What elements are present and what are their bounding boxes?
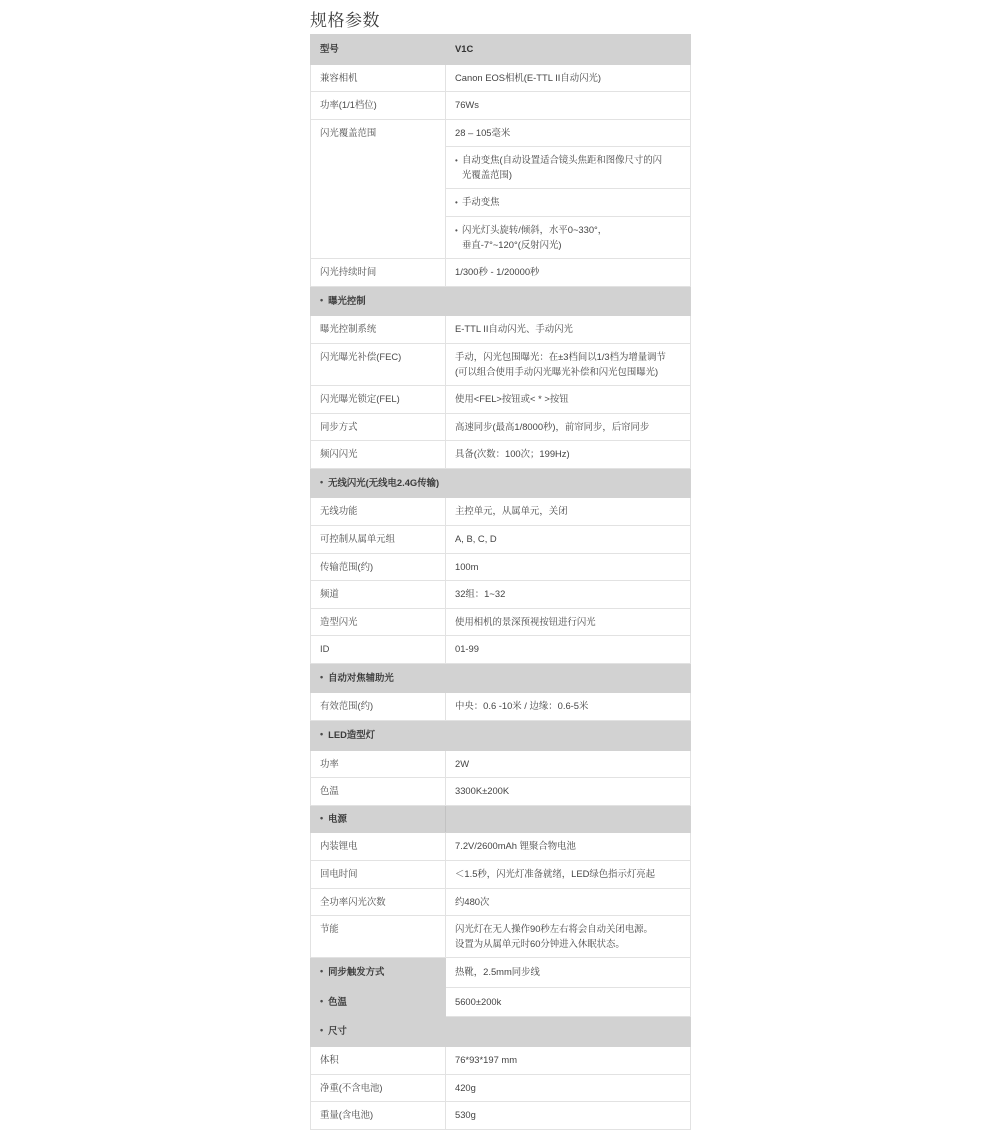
section-header-label [311,286,691,316]
spec-value-cell [446,343,691,385]
section-header-label [311,721,691,751]
section-header-row [311,286,691,316]
spec-row [311,778,691,806]
spec-value-cell: 高速同步(最高1/8000秒)，前帘同步，后帘同步 [446,413,691,441]
section-header-row [311,805,691,833]
spec-row [311,958,691,988]
spec-row [311,916,691,958]
spec-label-cell: 频闪闪光 [311,441,446,469]
spec-value-cell: 28 – 105毫米 [446,119,691,147]
spec-value-line: 垂直-7°~120°(反射闪光) [462,238,562,250]
bullet-icon: • [320,1025,324,1036]
section-label-text: LED造型灯 [328,729,376,741]
spec-row [311,860,691,888]
spec-value-cell: 32组：1~32 [446,581,691,609]
spec-label-text: 色温 [328,995,347,1007]
section-label-text: 自动对焦辅助光 [328,671,394,683]
spec-row [311,316,691,344]
bullet-icon: • [320,294,324,305]
spec-label-cell: 回电时间 [311,860,446,888]
spec-label-cell: 闪光曝光补偿(FEC) [311,343,446,385]
spec-label-cell: 传输范围(约) [311,553,446,581]
spec-value-cell: Canon EOS相机(E-TTL II自动闪光) [446,64,691,92]
bullet-icon: • [320,671,324,682]
section-header-row [311,663,691,693]
spec-value-cell: 7.2V/2600mAh 锂聚合物电池 [446,833,691,861]
spec-label-cell: 功率(1/1档位) [311,92,446,120]
spec-label-cell: 净重(不含电池) [311,1074,446,1102]
spec-value-cell: 2W [446,750,691,778]
section-header-label [311,468,691,498]
spec-label-cell: 闪光持续时间 [311,259,446,287]
spec-value-cell: 中央：0.6 -10米 / 边缘：0.6-5米 [446,693,691,721]
spec-label-cell: 造型闪光 [311,608,446,636]
spec-value-cell: 1/300秒 - 1/20000秒 [446,259,691,287]
spec-row [311,413,691,441]
spec-label-cell: 色温 [311,778,446,806]
section-label-text: 尺寸 [328,1025,347,1037]
spec-value-cell: A, B, C, D [446,525,691,553]
spec-value-cell: 100m [446,553,691,581]
spec-value-cell: E-TTL II自动闪光、手动闪光 [446,316,691,344]
spec-value-cell [446,217,691,259]
spec-label-cell: 重量(含电池) [311,1102,446,1130]
spec-value-cell: 约480次 [446,888,691,916]
spec-row [311,1102,691,1130]
bullet-icon: • [320,966,324,977]
spec-row [311,64,691,92]
spec-row [311,498,691,526]
spec-value-line: 光覆盖范围) [462,168,512,180]
spec-value-cell: 76Ws [446,92,691,120]
model-value-cell: V1C [446,35,691,65]
spec-row [311,525,691,553]
section-header-label [311,1017,691,1047]
bullet-icon: • [320,729,324,740]
spec-value-cell: 3300K±200K [446,778,691,806]
spec-value-cell [446,147,691,189]
spec-value-line: (可以组合使用手动闪光曝光补偿和闪光包围曝光) [455,365,659,377]
spec-label-cell: 有效范围(约) [311,693,446,721]
spec-row [311,343,691,385]
spec-row [311,750,691,778]
spec-value-cell: 使用相机的景深预视按钮进行闪光 [446,608,691,636]
spec-row [311,259,691,287]
spec-row [311,636,691,664]
spec-row [311,553,691,581]
spec-label-cell: 兼容相机 [311,64,446,92]
spec-label-cell: 无线功能 [311,498,446,526]
spec-value-cell: 420g [446,1074,691,1102]
spec-value-cell: ＜1.5秒，闪光灯准备就绪，LED绿色指示灯亮起 [446,860,691,888]
spec-label-text: 同步触发方式 [328,966,385,978]
spec-row [311,888,691,916]
section-header-row [311,468,691,498]
bullet-icon: • [320,812,324,823]
spec-label-cell: 闪光覆盖范围 [311,119,446,258]
spec-value-line: 闪光灯在无人操作90秒左右将会自动关闭电源。 [455,923,653,935]
section-header-value [446,805,691,833]
spec-value-cell: 具备(次数：100次；199Hz) [446,441,691,469]
spec-label-cell: ID [311,636,446,664]
spec-row [311,119,691,147]
spec-row [311,581,691,609]
spec-row [311,693,691,721]
section-header-label [311,663,691,693]
spec-value-cell [446,916,691,958]
spec-value-line: • 闪光灯头旋转/倾斜，水平0~330°， [455,223,681,238]
spec-value-cell: 5600±200k [446,987,691,1017]
section-header-row [311,1017,691,1047]
spec-row [311,386,691,414]
section-label-text: 曝光控制 [328,294,366,306]
spec-label-cell: 内装锂电 [311,833,446,861]
spec-label-cell [311,958,446,988]
table-header-row [311,35,691,65]
spec-value-cell: 使用<FEL>按钮或< * >按钮 [446,386,691,414]
spec-row [311,1046,691,1074]
spec-label-cell: 可控制从属单元组 [311,525,446,553]
spec-value-cell: 01-99 [446,636,691,664]
spec-label-cell: 体积 [311,1046,446,1074]
spec-value-cell: 热靴，2.5mm同步线 [446,958,691,988]
model-label-cell: 型号 [311,35,446,65]
spec-value-line: 手动，闪光包围曝光：在±3档间以1/3档为增量调节 [455,350,666,362]
spec-value-cell [446,189,691,217]
page-title: 规格参数 [310,11,380,30]
spec-row [311,441,691,469]
spec-row [311,1074,691,1102]
specification-table [310,34,691,1130]
spec-label-cell: 同步方式 [311,413,446,441]
spec-label-cell: 闪光曝光锁定(FEL) [311,386,446,414]
section-header-row [311,721,691,751]
spec-value-cell: 76*93*197 mm [446,1046,691,1074]
bullet-icon: • [320,476,324,487]
spec-label-cell: 曝光控制系统 [311,316,446,344]
spec-row [311,833,691,861]
section-header-label [311,805,446,833]
section-label-text: 电源 [328,812,347,824]
spec-label-cell: 节能 [311,916,446,958]
spec-row [311,987,691,1017]
spec-value-line: • 自动变焦(自动设置适合镜头焦距和图像尺寸的闪 [455,153,681,168]
spec-value-line: 设置为从属单元时60分钟进入休眠状态。 [455,937,625,949]
section-label-text: 无线闪光(无线电2.4G传输) [328,476,440,488]
spec-row [311,608,691,636]
spec-label-cell: 频道 [311,581,446,609]
spec-label-cell: 全功率闪光次数 [311,888,446,916]
spec-value-cell: 主控单元，从属单元，关闭 [446,498,691,526]
spec-label-cell: 功率 [311,750,446,778]
spec-value-line: • 手动变焦 [455,195,681,210]
bullet-icon: • [320,995,324,1006]
spec-label-cell [311,987,446,1017]
spec-row [311,92,691,120]
spec-value-cell: 530g [446,1102,691,1130]
